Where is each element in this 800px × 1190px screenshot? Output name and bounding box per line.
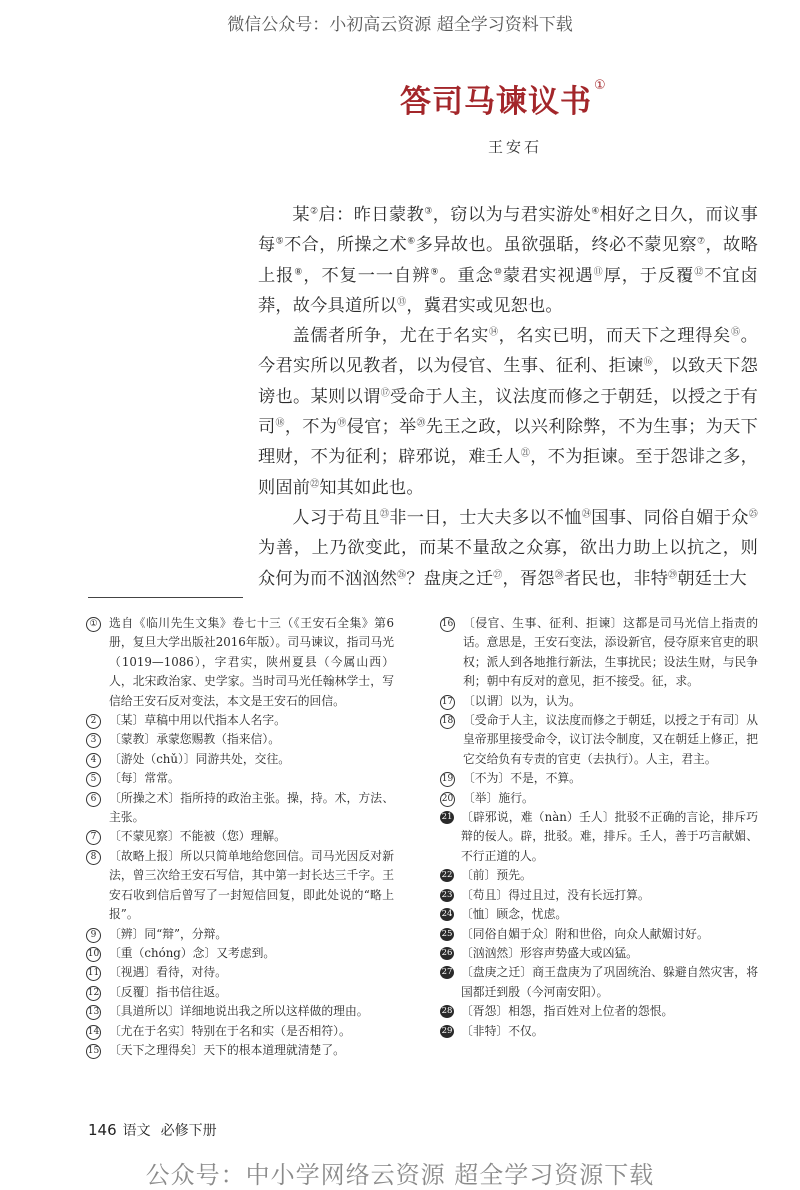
- footnote-marker: ⑩: [493, 266, 503, 277]
- footnote-marker: ㉒: [310, 478, 320, 489]
- footnote-marker: ⑦: [696, 236, 706, 247]
- footnote: [86, 983, 394, 1002]
- footnote: [86, 1022, 394, 1041]
- title-text: 答司马谏议书: [400, 84, 592, 120]
- text-segment: ，不为拒谏。至于怨诽之多，则固前: [258, 447, 758, 498]
- article-title: [400, 76, 607, 121]
- text-segment: 为善，上乃欲变此，而某不量敌之众寡，欲出力助上以抗之，则众何为而不汹汹然: [258, 538, 758, 589]
- footnote-text: 〔某〕草稿中用以代指本人名字。: [109, 713, 286, 728]
- footnote-number: 3: [86, 733, 101, 748]
- footnote-marker: ⑱: [275, 418, 285, 429]
- text-segment: ，胥怨: [502, 568, 555, 589]
- footnote-text: 〔受命于人主，议法度而修之于朝廷，以授之于有司〕从皇帝那里接受命令，议订法令制度，又在朝廷上修正，把它交给负有专责的官吏（去执行）。人主，君主。: [463, 713, 758, 766]
- footnote-marker: ⑮: [730, 327, 741, 338]
- footnote: [440, 886, 758, 905]
- footnote: [86, 769, 394, 788]
- footnote-number: 29: [441, 1025, 453, 1036]
- footnote-number: 7: [86, 830, 101, 845]
- footnote-text: 〔反覆〕指书信往返。: [109, 984, 227, 999]
- footnote: [86, 730, 394, 749]
- footnote-number: 17: [440, 695, 455, 710]
- text-segment: ，冀君实或见恕也。: [406, 295, 563, 316]
- footnote-text: 〔胥怨〕相怨，指百姓对上位者的怨恨。: [461, 1004, 674, 1019]
- footnote-marker: ㉖: [397, 569, 407, 580]
- footnote-text: 〔游处（chǔ）〕同游共处，交往。: [109, 751, 291, 766]
- footnote-marker: ⑳: [416, 418, 426, 429]
- text-segment: 不合，所操之术: [284, 235, 408, 256]
- footnote: [440, 808, 758, 866]
- text-segment: 不宜卤莽，故今具道所以: [258, 265, 758, 316]
- watermark-top: 微信公众号：小初高云资源 超全学习资料下载: [227, 15, 573, 35]
- text-segment: 多异故也。虽欲强聒，终必不蒙见察: [415, 235, 697, 256]
- footnote: [86, 1041, 394, 1060]
- text-segment: 启：昨日蒙教: [318, 205, 425, 225]
- footnote-text: 〔汹汹然〕形容声势盛大或凶猛。: [461, 945, 638, 960]
- footnote-text: 〔盘庚之迁〕商王盘庚为了巩固统治、躲避自然灾害，将国都迁到殷（今河南安阳）。: [461, 965, 758, 999]
- footnote-marker: ③: [424, 206, 433, 217]
- title-footnote-marker: ①: [594, 78, 607, 93]
- footnote: [440, 925, 758, 944]
- footnote-marker: ⑪: [593, 266, 604, 277]
- footnote-marker: ㉘: [554, 569, 564, 580]
- footnote-marker: ④: [591, 206, 600, 217]
- text-segment: 盖儒者所争，尤在于名实: [292, 326, 489, 347]
- footnote: [440, 1022, 758, 1041]
- footnote-number: 16: [440, 617, 455, 632]
- footnote: [86, 1002, 394, 1021]
- footnote-marker: ㉗: [493, 569, 503, 580]
- footnote-text: 〔天下之理得矣〕天下的根本道理就清楚了。: [109, 1042, 345, 1057]
- footnote-number: ①: [86, 617, 101, 632]
- footnote: [440, 789, 758, 808]
- footnote-text: 〔非特〕不仅。: [461, 1023, 544, 1038]
- text-segment: 蒙君实视遇: [502, 265, 594, 286]
- text-segment: 者民也，非特: [563, 568, 669, 589]
- footnote-number: 13: [86, 1005, 101, 1020]
- footnote-number: 18: [440, 714, 455, 729]
- footnote-marker: ⑤: [275, 236, 285, 247]
- footnotes-left-column: [86, 614, 394, 1060]
- footnote-number: 12: [86, 986, 101, 1001]
- text-segment: 知其如此也。: [319, 477, 424, 498]
- footnote-number: 5: [86, 772, 101, 787]
- text-segment: ，不复一一自辨: [303, 265, 431, 286]
- footnote-number: 6: [86, 792, 101, 807]
- main-text: [258, 200, 758, 594]
- footnote-number: 19: [440, 772, 455, 787]
- footnote-text: 〔重（chóng）念〕又考虑到。: [109, 945, 276, 960]
- text-segment: ，以致天下怨谤也。某则以谓: [258, 356, 758, 407]
- text-segment: 。今君实所以见教者，以为侵官、生事、征利、拒谏: [258, 326, 759, 377]
- footnote-marker: ⑰: [380, 388, 391, 399]
- text-segment: 某: [292, 205, 311, 225]
- footnote-text: 〔视遇〕看待，对待。: [109, 965, 227, 980]
- footnote-marker: ㉓: [379, 509, 390, 520]
- footnote-number: 8: [86, 850, 101, 865]
- text-segment: 朝廷士大: [677, 568, 747, 589]
- footnote: [86, 847, 394, 925]
- footnote-number: 2: [86, 714, 101, 729]
- footnote-text: 〔苟且〕得过且过，没有长远打算。: [461, 887, 650, 902]
- footnote-number: 25: [441, 928, 453, 939]
- footnote-text: 〔以谓〕以为，认为。: [463, 693, 581, 708]
- footnote-number: 4: [86, 753, 101, 768]
- footnote: [86, 925, 394, 944]
- footnote: [86, 944, 394, 963]
- footnote-number: 21: [441, 812, 453, 823]
- text-segment: 国事、同俗自媚于众: [591, 507, 749, 528]
- footer-subject: 语文: [122, 1123, 151, 1139]
- footnote-marker: ㉑: [520, 448, 531, 459]
- footnote-number: 26: [441, 947, 453, 958]
- footnote-marker: ②: [310, 206, 319, 217]
- text-segment: ，不为: [284, 417, 338, 438]
- text-segment: 侵官；举: [346, 417, 417, 438]
- footnote-text: 〔前〕预先。: [461, 868, 532, 883]
- footnote-marker: ⑧: [294, 266, 304, 277]
- footnote-text: 〔恤〕顾念，忧虑。: [461, 907, 568, 922]
- text-segment: 相好之日久，而议事每: [258, 205, 758, 256]
- text-segment: 受命于人主，议法度而修之于朝廷，以授之于有司: [258, 386, 758, 438]
- footnote-number: 14: [86, 1025, 101, 1040]
- footnote-text: 〔尤在于名实〕特别在于名和实（是否相符）。: [109, 1023, 351, 1038]
- footnote: [440, 866, 758, 885]
- footnote: [440, 614, 758, 692]
- footnote: [440, 711, 758, 769]
- body-paragraph: [258, 200, 758, 321]
- footnote-text: 〔故略上报〕所以只简单地给您回信。司马光因反对新法，曾三次给王安石写信，其中第一封长达三千字。王安石收到信后曾写了一封短信回复，即此处说的“略上报”。: [109, 848, 394, 922]
- footer-book: 必修下册: [160, 1123, 217, 1139]
- footnote-number: 23: [441, 889, 453, 900]
- text-segment: ？盘庚之迁: [406, 568, 494, 589]
- footnote-marker: ㉔: [581, 509, 592, 520]
- body-paragraph: [258, 503, 758, 594]
- footnote: [86, 614, 394, 711]
- footnote-text: 〔同俗自媚于众〕附和世俗，向众人献媚讨好。: [461, 926, 709, 941]
- footnote-marker: ⑨: [430, 266, 440, 277]
- footnote-marker: ⑲: [337, 418, 347, 429]
- footnote-marker: ⑭: [488, 327, 499, 338]
- footnote: [440, 1002, 758, 1021]
- footnote: [440, 769, 758, 788]
- text-segment: 厚，于反覆: [603, 265, 695, 286]
- footnote-number: 28: [441, 1006, 453, 1017]
- page-number: 146: [88, 1121, 117, 1139]
- text-segment: 人习于苟且: [292, 507, 380, 528]
- footnote-text: 〔辨〕同“辩”，分辩。: [109, 926, 228, 941]
- text-segment: 非一日，士大夫多以不恤: [389, 507, 582, 528]
- footnote: [440, 692, 758, 711]
- text-segment: ，故略上报: [258, 235, 758, 286]
- footnote: [86, 750, 394, 769]
- footnote-number: 20: [440, 792, 455, 807]
- footnote: [440, 905, 758, 924]
- footnote-text: 〔具道所以〕详细地说出我之所以这样做的理由。: [109, 1004, 369, 1019]
- footnotes-right-column: [440, 614, 758, 1041]
- footnote-number: 22: [441, 870, 453, 881]
- footnote: [440, 963, 758, 1002]
- footnote-number: 24: [441, 909, 453, 920]
- footnote: [86, 711, 394, 730]
- footnote-marker: ⑥: [407, 236, 416, 247]
- footnote: [86, 827, 394, 846]
- article-author: 王安石: [488, 138, 543, 156]
- body-paragraph: [258, 321, 758, 503]
- footnote-number: 11: [86, 966, 101, 981]
- footnote-marker: ㉙: [668, 569, 678, 580]
- footnote-text: 〔所操之术〕指所持的政治主张。操，持。术，方法、主张。: [109, 790, 394, 825]
- text-segment: ，窃以为与君实游处: [432, 205, 592, 225]
- footnote-marker: ㉕: [748, 509, 758, 520]
- footnote: [440, 944, 758, 963]
- footnote-text: 〔不蒙见察〕不能被（您）理解。: [109, 829, 286, 844]
- footnote: [86, 963, 394, 982]
- footnote-divider: [88, 597, 243, 598]
- footnote-text: 〔举〕施行。: [463, 790, 534, 805]
- footnote-text: 〔不为〕不是，不算。: [463, 771, 581, 786]
- footnote-text: 〔每〕常常。: [109, 771, 180, 786]
- footnote-number: 10: [86, 947, 101, 962]
- footnote-number: 15: [86, 1044, 101, 1059]
- page-footer: [88, 1120, 217, 1140]
- footnote-text: 〔侵官、生事、征利、拒谏〕这都是司马光信上指责的话。意思是，王安石变法，添设新官，侵夺原来官吏的职权；派人到各地推行新法，生事扰民；设法生财，与民争利；朝中有反对的意见，拒不接受。征，求。: [463, 616, 758, 689]
- text-segment: ，名实已明，而天下之理得矣: [498, 326, 731, 347]
- footnote: [86, 789, 394, 828]
- footnote-marker: ⑯: [643, 357, 653, 368]
- text-segment: 。重念: [439, 265, 494, 286]
- watermark-bottom: 公众号：中小学网络云资源 超全学习资源下载: [145, 1161, 655, 1189]
- footnote-number: 9: [86, 928, 101, 943]
- footnote-text: 〔辟邪说，难（nàn）壬人〕批驳不正确的言论，排斥巧辩的佞人。辟，批驳。难，排斥。壬人，善于巧言献媚、不行正道的人。: [461, 810, 758, 863]
- footnote-number: 27: [441, 967, 453, 978]
- footnote-text: 〔蒙教〕承蒙您赐教（指来信）。: [109, 732, 281, 747]
- text-segment: 先王之政，以兴利除弊，不为生事；为天下理财，不为征利；辟邪说，难壬人: [258, 417, 759, 468]
- footnote-marker: ⑬: [397, 297, 407, 308]
- footnote-text: 选自《临川先生文集》卷七十三（《王安石全集》第6册，复旦大学出版社2016年版）。司马谏议，指司马光（1019—1086），字君实，陕州夏县（今属山西）人，北宋政治家、史学家。当时司马光任翰林学士，写信给王安石反对变法，本文是王安石的回信。: [109, 616, 394, 708]
- footnote-marker: ⑫: [694, 266, 705, 277]
